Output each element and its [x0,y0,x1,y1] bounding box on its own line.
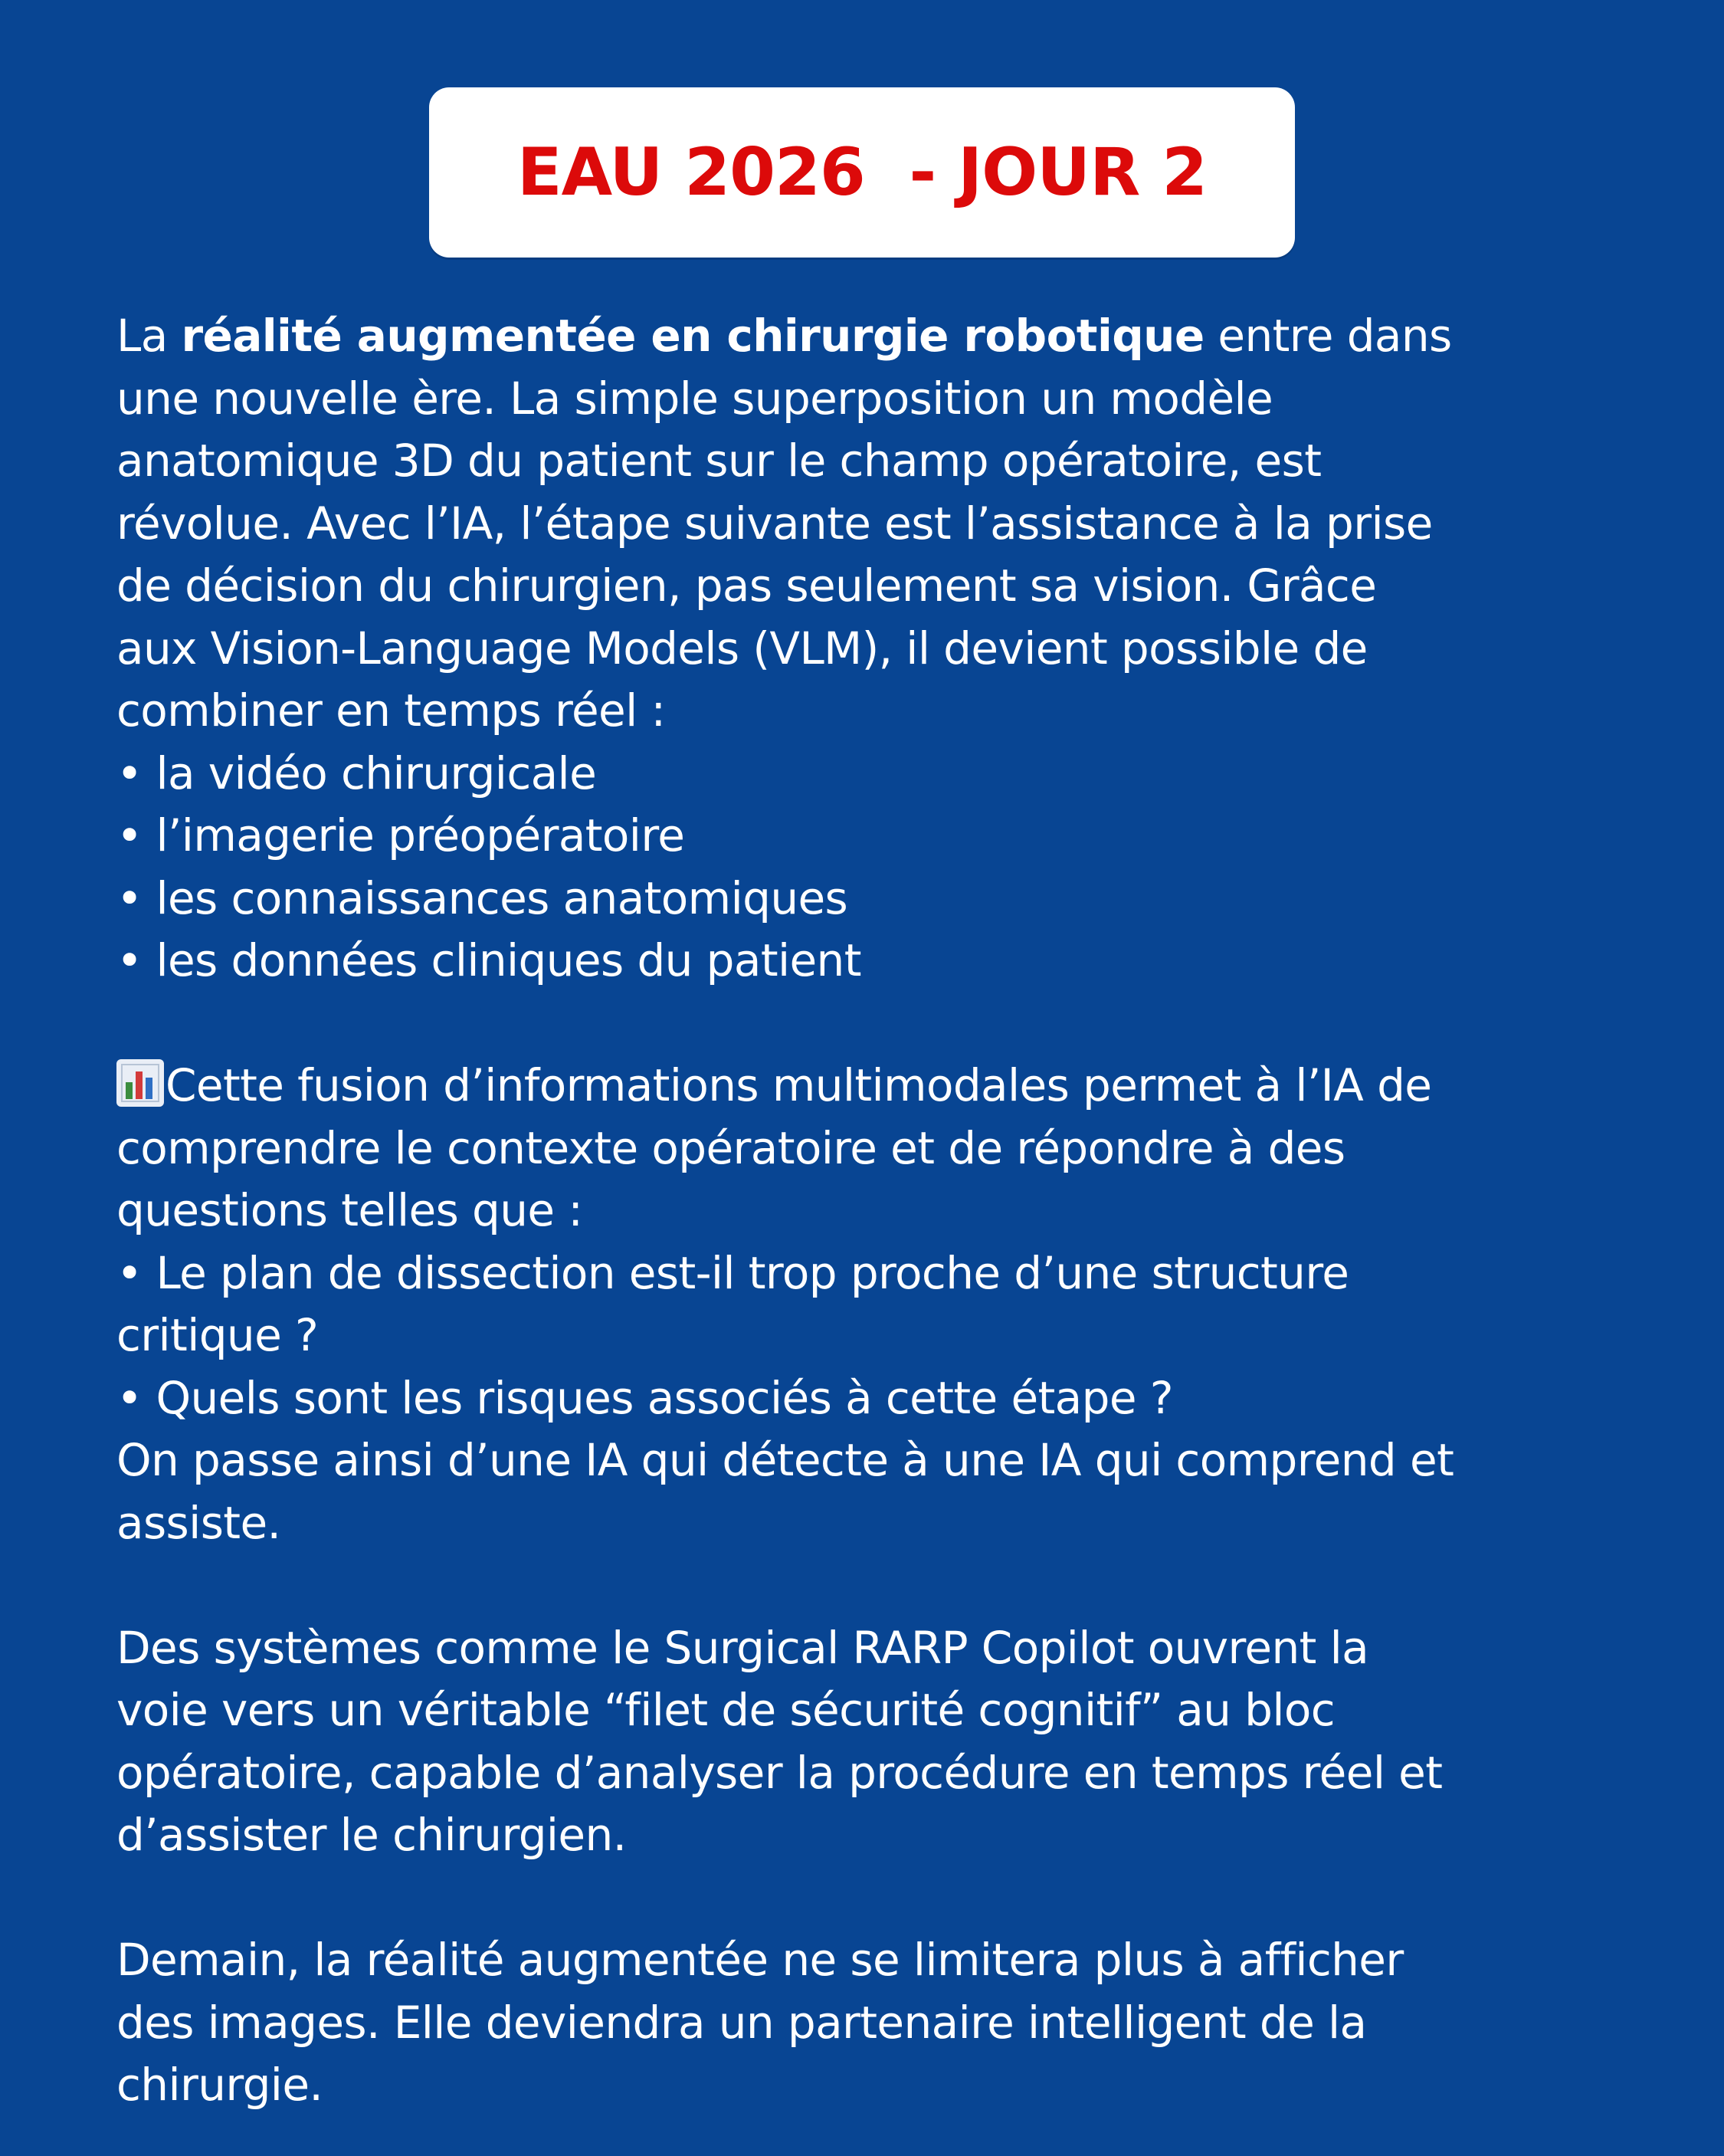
paragraph-3-line-1: Des systèmes comme le Surgical RARP Copilot ouvrent la [116,1621,1369,1674]
spacer [116,993,1634,1055]
list-item: • la vidéo chirurgicale [116,747,597,799]
spacer [116,1554,1634,1617]
list-item-continuation: critique ? [116,1309,319,1361]
paragraph-1-line-4: révolue. Avec l’IA, l’étape suivante est l’assistance à la prise [116,497,1433,550]
paragraph-1-line-3: anatomique 3D du patient sur le champ opératoire, est [116,435,1322,487]
paragraph-4-line-1: Demain, la réalité augmentée ne se limitera plus à afficher [116,1934,1404,1986]
text-segment: La [116,310,182,362]
paragraph-2-line-2: comprendre le contexte opératoire et de répondre à des [116,1121,1345,1174]
paragraph-2-line-1 [116,1055,1634,1117]
spacer [116,1867,1634,1930]
bold-highlight: réalité augmentée en chirurgie robotique [181,310,1205,362]
list-item: • Quels sont les risques associés à cette étape ? [116,1371,1173,1424]
paragraph-2-line-3: questions telles que : [116,1184,583,1236]
paragraph-4-line-2: des images. Elle deviendra un partenaire intelligent de la [116,1996,1367,2049]
paragraph-3-line-2: voie vers un véritable “filet de sécurité cognitif” au bloc [116,1684,1336,1736]
bar-chart-icon [116,1059,164,1107]
paragraph-3-line-3: opératoire, capable d’analyser la procédure en temps réel et [116,1746,1443,1799]
text-segment: Cette fusion d’informations multimodales permet à l’IA de [166,1059,1432,1111]
list-item: • Le plan de dissection est-il trop proche d’une structure [116,1246,1349,1299]
list-item: • les connaissances anatomiques [116,871,848,924]
paragraph-3-line-4: d’assister le chirurgien. [116,1809,627,1861]
paragraph-1-line-1 [116,305,1634,368]
post-body [116,305,1634,2117]
paragraph-1-line-5: de décision du chirurgien, pas seulement sa vision. Grâce [116,560,1377,612]
paragraph-1-line-6: aux Vision-Language Models (VLM), il devient possible de [116,622,1368,674]
page-title: EAU 2026 - JOUR 2 [516,134,1208,211]
paragraph-2-line-4: On passe ainsi d’une IA qui détecte à une IA qui comprend et [116,1434,1454,1486]
title-box [429,87,1295,258]
paragraph-4-line-3: chirurgie. [116,2059,323,2111]
text-segment: entre dans [1204,310,1452,362]
paragraph-1-line-7: combiner en temps réel : [116,684,666,737]
list-item: • les données cliniques du patient [116,934,861,986]
paragraph-1-line-2: une nouvelle ère. La simple superposition un modèle [116,372,1273,425]
list-item: • l’imagerie préopératoire [116,809,685,861]
paragraph-2-line-5: assiste. [116,1496,281,1549]
